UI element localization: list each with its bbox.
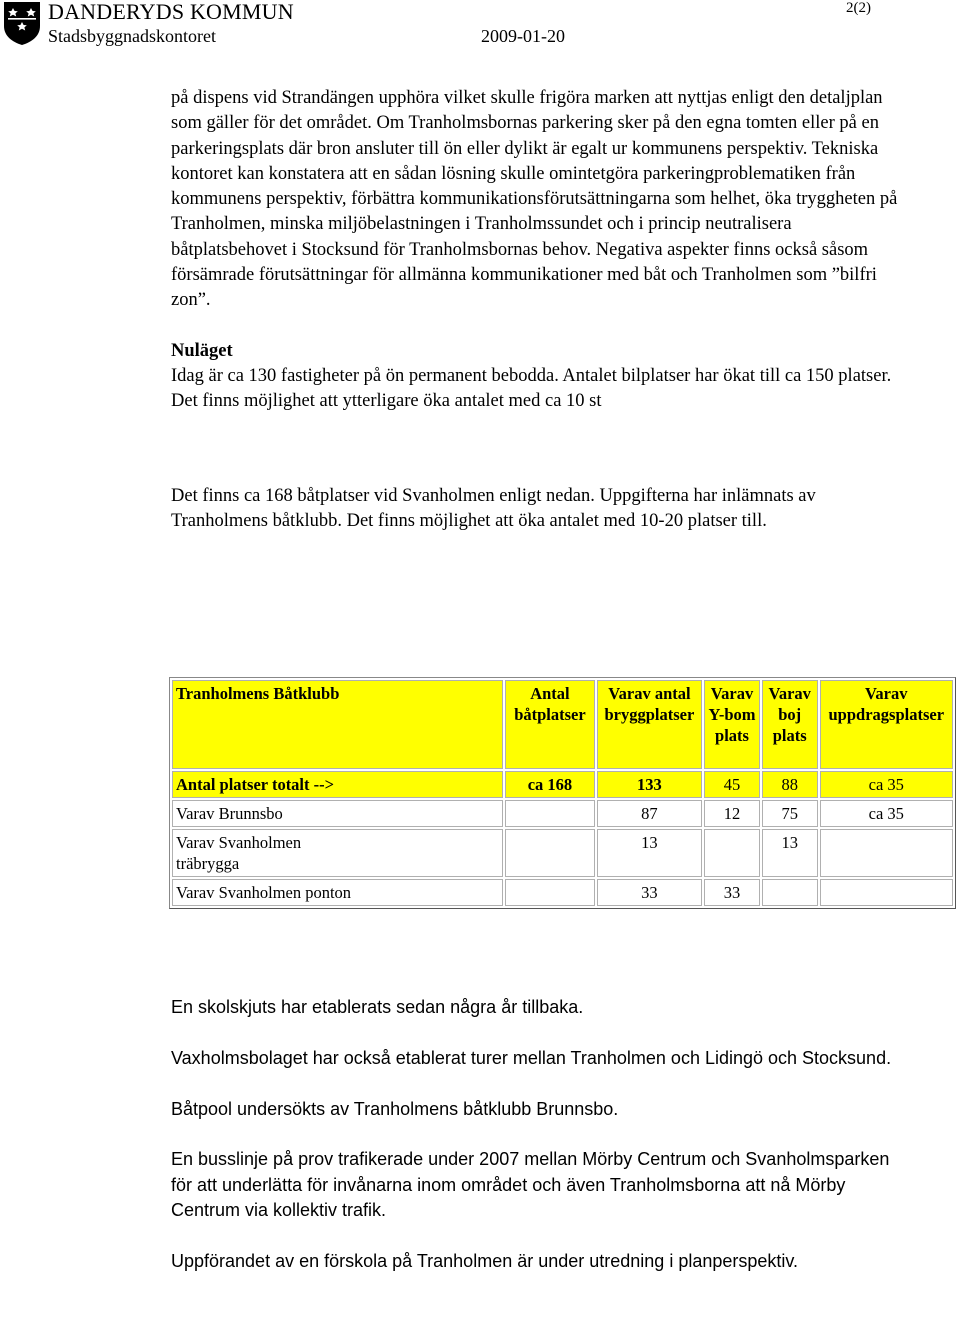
table-cell: 45 [704,771,760,798]
table-row [172,829,953,877]
table-cell: 88 [762,771,818,798]
table-cell: 13 [597,829,703,877]
paragraph-school-transport: En skolskjuts har etablerats sedan några år tillbaka. [171,997,584,1017]
lower-text [171,995,911,1299]
table-header-row [172,680,953,769]
paragraph-current-state: Idag är ca 130 fastigheter på ön permanent bebodda. Antalet bilplatser har ökat till ca 150 platser. Det finns möjlighet att ytterligare öka antalet med ca 10 st [171,365,892,412]
header-cell: Tranholmens Båtklubb [172,680,503,769]
header-cell: Varav uppdragsplatser [820,680,953,769]
table-row [172,771,953,798]
paragraph-preschool: Uppförandet av en förskola på Tranholmen är under utredning i planperspektiv. [171,1250,799,1271]
header-cell: Varav antal bryggplatser [597,680,703,769]
paragraph-bus-line: En busslinje på prov trafikerade under 2007 mellan Mörby Centrum och Svanholmsparken för att underlätta för invånarna inom området och även Tranholmsborna att nå Mörby Centrum via kollektiv trafik. [171,1149,890,1220]
header-cell: Antal båtplatser [505,680,594,769]
page-header [0,0,960,52]
table-cell [762,879,818,906]
table-cell: 87 [597,800,703,827]
table-cell: ca 35 [820,800,953,827]
table-cell [505,829,594,877]
table-cell [820,829,953,877]
header-cell: Varav boj plats [762,680,818,769]
table-row [172,879,953,906]
document-date: 2009-01-20 [481,26,565,46]
table-cell: 13 [762,829,818,877]
main-text [171,86,911,534]
table-cell: Varav Svanholmen träbrygga [172,829,503,877]
paragraph-vaxholmsbolaget: Vaxholmsbolaget har också etablerat turer mellan Tranholmen och Lidingö och Stocksund. [171,1047,892,1068]
table-cell: Varav Svanholmen ponton [172,879,503,906]
boat-club-table [169,677,956,909]
table-cell: Antal platser totalt --> [172,771,503,798]
paragraph-boat-pool: Båtpool undersökts av Tranholmens båtklubb Brunnsbo. [171,1098,619,1119]
page-number: 2(2) [846,0,871,16]
table-cell [505,800,594,827]
table-cell [704,829,760,877]
table-cell: ca 35 [820,771,953,798]
table-cell: ca 168 [505,771,594,798]
table-cell: 33 [704,879,760,906]
table-cell [505,879,594,906]
table-row [172,800,953,827]
paragraph-parking: på dispens vid Strandängen upphöra vilket skulle frigöra marken att nyttjas enligt den detaljplan som gäller för det området. Om Tranholmsbornas parkering sker på den egna tomten eller på en parkeringsplats där bron ansluter till ön eller dylikt är egalt ur kommunens perspektiv. Tekniska kontoret kan konstatera att en sådan lösning skulle omintetgöra parkeringproblematiken från kommunens perspektiv, förbättra kommunikationsförutsättningarna som helhet, öka tryggheten på Tranholmen, minska miljöbelastningen i Tranholmssundet och i princip neutralisera båtplatsbehovet i Stocksund för Tranholmsbornas behov. Negativa aspekter finns också såsom försämrade förutsättningar för allmänna kommunikationer med båt och Tranholmen som ”bilfri zon”. [171,88,898,311]
table-cell: 33 [597,879,703,906]
section-heading: Nuläget [171,340,233,361]
table-cell [820,879,953,906]
municipal-crest-icon [2,0,42,46]
table-cell: 133 [597,771,703,798]
table-cell: 75 [762,800,818,827]
table-cell: Varav Brunnsbo [172,800,503,827]
department-name: Stadsbyggnadskontoret [48,26,216,46]
table-cell: 12 [704,800,760,827]
header-cell: Varav Y-bom plats [704,680,760,769]
municipality-name: DANDERYDS KOMMUN [48,0,294,24]
paragraph-boat-places: Det finns ca 168 båtplatser vid Svanholmen enligt nedan. Uppgifterna har inlämnats av Tranholmens båtklubb. Det finns möjlighet att öka antalet med 10-20 platser till. [171,485,816,531]
